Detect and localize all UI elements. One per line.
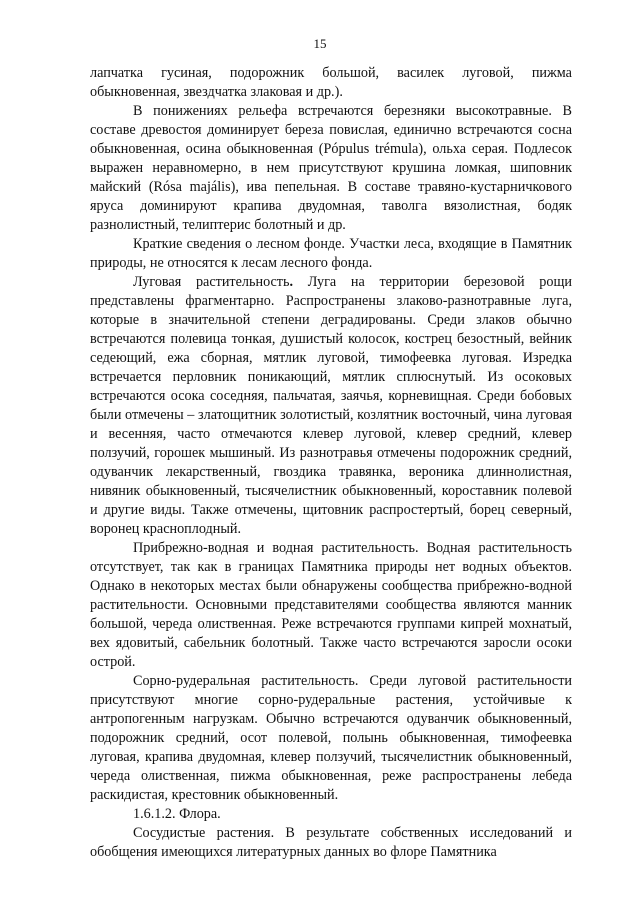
meadow-heading-dot: . xyxy=(289,274,294,290)
paragraph-ruderal-vegetation: Сорно-рудеральная растительность. Среди луговой растительности присутствуют многие сорно-рудеральные растения, устойчивые к антропогенным нагрузкам. Обычно встречаются одуванчик обыкновенный, подорожник средний, осот полевой, полынь обыкновенная, тимофеевка луговая, крапива двудомная, клевер ползучий, тысячелистник обыкновенный, череда олиственная, пижма обыкновенная, реже распространены лебеда раскидистая, крестовник обыкновенный. xyxy=(90,673,572,803)
body-text xyxy=(90,64,572,862)
paragraph-forest-fund: Краткие сведения о лесном фонде. Участки леса, входящие в Памятник природы, не относятся к лесам лесного фонда. xyxy=(90,236,572,271)
paragraph-vascular-plants: Сосудистые растения. В результате собственных исследований и обобщения имеющихся литературных данных во флоре Памятника xyxy=(90,825,572,860)
paragraph-aquatic-vegetation: Прибрежно-водная и водная растительность. Водная растительность отсутствует, так как в границах Памятника природы нет водных объектов. Однако в некоторых местах были обнаружены сообщества прибрежно-водной растительности. Основными представителями сообщества являются манник большой, череда олиственная. Реже встречаются группами кипрей мохнатый, вех ядовитый, сабельник болотный. Также часто встречаются заросли осоки острой. xyxy=(90,540,572,670)
paragraph-meadow-vegetation xyxy=(90,273,572,539)
paragraph-birch-groves: В понижениях рельефа встречаются березняки высокотравные. В составе древостоя доминирует береза повислая, единично встречаются сосна обыкновенная, осина обыкновенная (Pópulus trémula), ольха серая. Подлесок выражен неравномерно, в нем присутствуют крушина ломкая, шиповник майский (Rósa majális), ива пепельная. В составе травяно-кустарничкового яруса доминируют крапива двудомная, таволга вязолистная, бодяк разнолистный, телиптерис болотный и др. xyxy=(90,103,572,233)
meadow-body: Луга на территории березовой рощи представлены фрагментарно. Распространены злаково-разнотравные луга, которые в значительной степени деградированы. Среди злаков обычно встречаются полевица тонкая, душистый колосок, кострец безостный, вейник седеющий, ежа сборная, мятлик луговой, тимофеевка луговая. Изредка встречается перловник поникающий, мятлик сплюснутый. Из осоковых встречаются осока соседняя, пальчатая, заячья, корневищная. Среди бобовых были отмечены – златощитник золотистый, козлятник восточный, чина луговая и весенняя, часто отмечаются клевер луговой, клевер средний, клевер ползучий, горошек мышиный. Из разнотравья отмечены подорожник средний, одуванчик лекарственный, гвоздика травянка, вероника длиннолистная, нивяник обыкновенный, тысячелистник обыкновенный, короставник полевой и другие виды. Также отмечены, щитовник распростертый, борец северный, воронец краснoплодный. xyxy=(90,274,572,537)
page-number: 15 xyxy=(313,36,327,51)
section-heading-flora: 1.6.1.2. Флора. xyxy=(133,806,221,822)
paragraph-continuation: лапчатка гусиная, подорожник большой, василек луговой, пижма обыкновенная, звездчатка злаковая и др.). xyxy=(90,65,572,100)
meadow-heading: Луговая растительность xyxy=(133,274,290,290)
